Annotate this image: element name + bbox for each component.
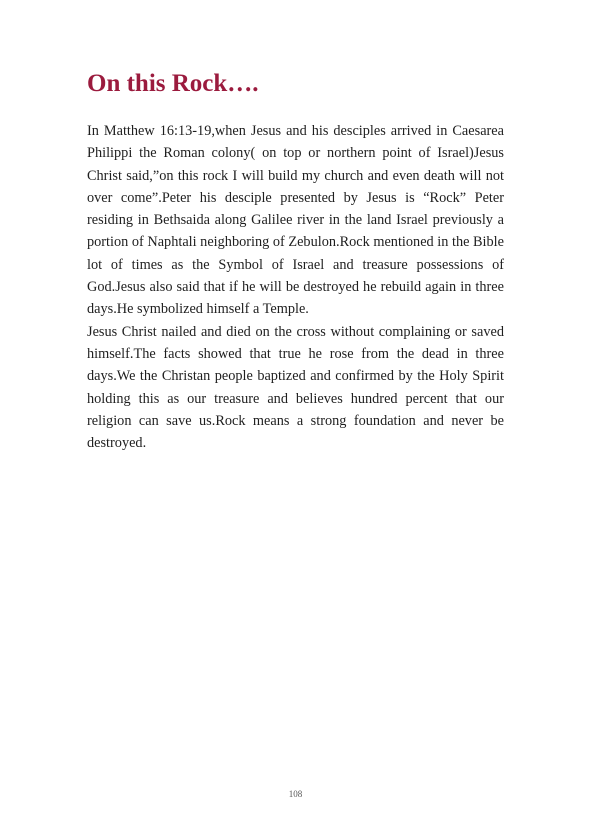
paragraph-1: In Matthew 16:13-19,when Jesus and his desciples arrived in Caesarea Philippi the Roman colony( on top or northern point of Israel)Jesus Christ said,”on this rock I will build my church and even death will not over come”.Peter his desciple presented by Jesus is “Rock” Peter residing in Bethsaida along Galilee river in the land Israel previously a portion of Naphtali neighboring of Zebulon.Rock mentioned in the Bible lot of times as the Symbol of Israel and treasure possessions of God.Jesus also said that if he will be destroyed he rebuild again in three days.He symbolized himself a Temple.: [87, 123, 504, 318]
page-title: On this Rock….: [87, 70, 259, 97]
page-number: 108: [288, 789, 303, 799]
body-text: [87, 120, 504, 454]
paragraph-2: Jesus Christ nailed and died on the cross without complaining or saved himself.The facts showed that true he rose from the dead in three days.We the Christan people baptized and confirmed by the Holy Spirit holding this as our treasure and believes hundred percent that our religion can save us.Rock means a strong foundation and never be destroyed.: [87, 323, 504, 452]
